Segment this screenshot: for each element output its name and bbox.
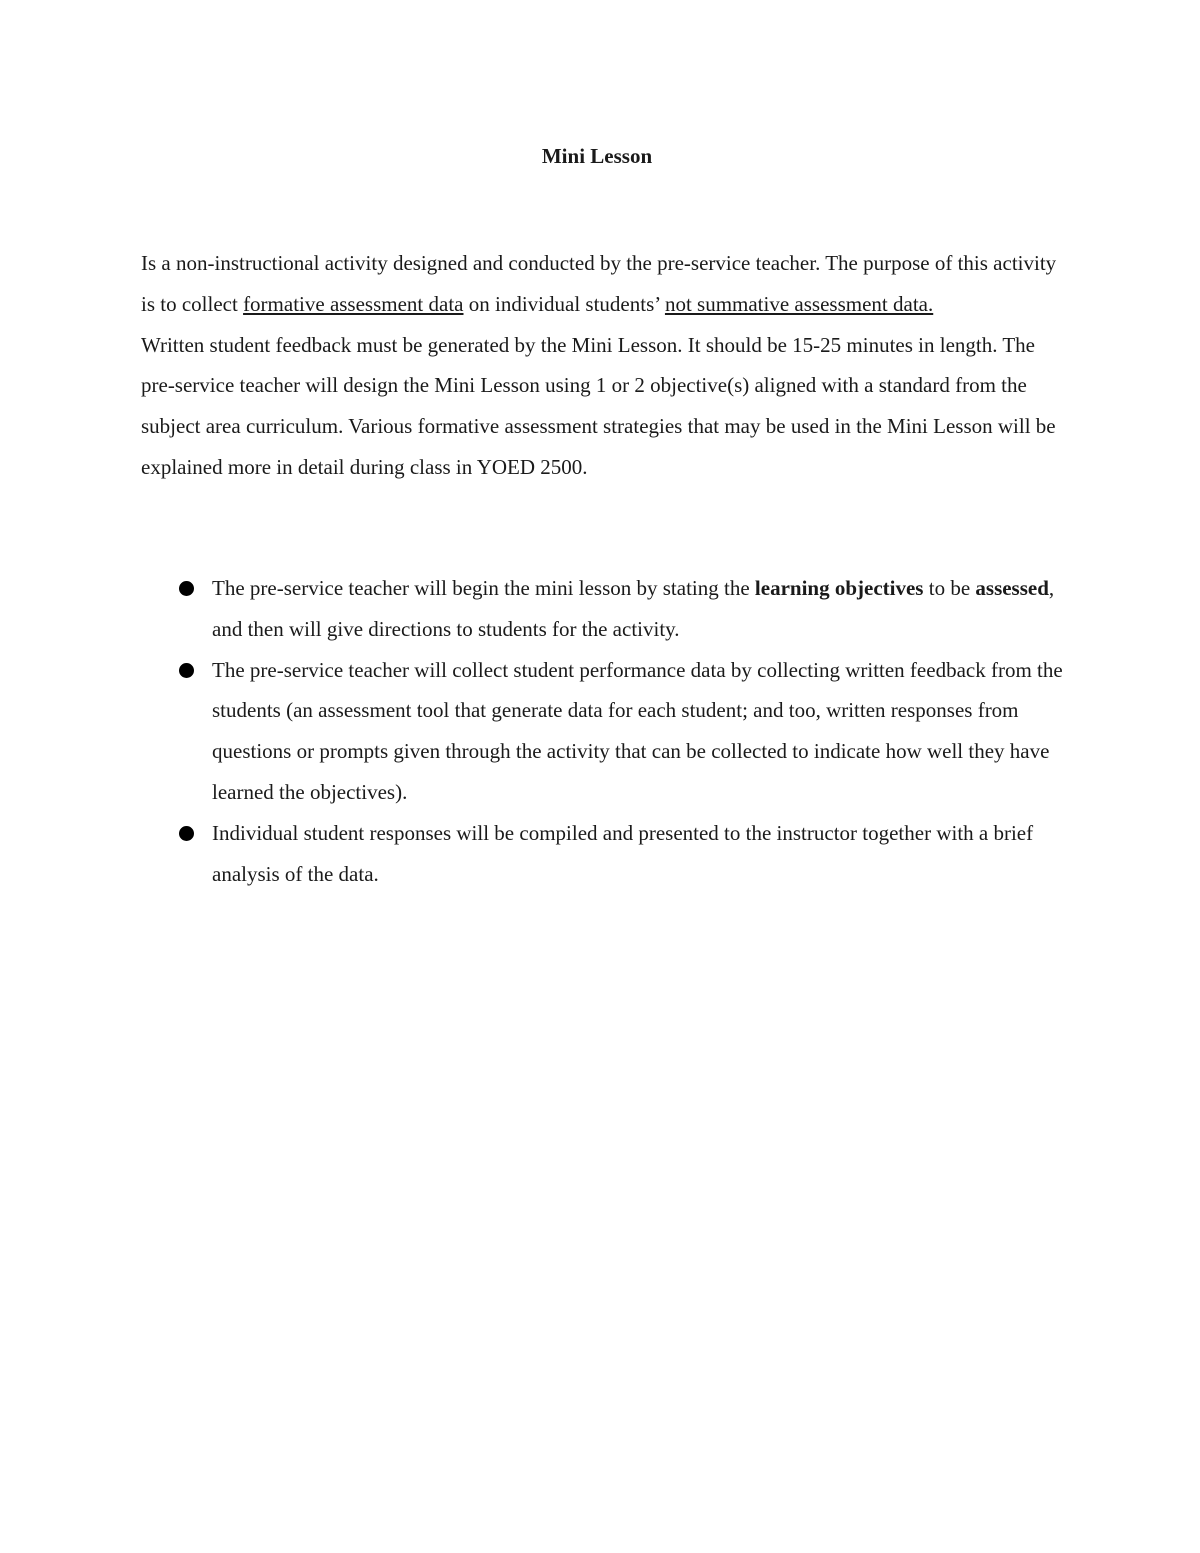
requirements-paragraph: Written student feedback must be generated by the Mini Lesson. It should be 15-25 minutes in length. The pre-service teacher will design the Mini Lesson using 1 or 2 objective(s) aligned with a standard from the subject area curriculum. Various formative assessment strategies that may be used in the Mini Lesson will be explained more in detail during class in YOED 2500. — [141, 332, 1056, 479]
bullet-icon — [179, 663, 194, 678]
underlined-not-summative: not summative assessment data. — [664, 291, 934, 316]
body-text — [141, 243, 1071, 488]
bullet-text: The pre-service teacher will begin the mini lesson by stating the — [212, 576, 755, 600]
bullet-text: , and then will give directions to students for the activity. — [212, 576, 1055, 641]
bullet-text: Individual student responses will be compiled and presented to the instructor together with a brief analysis of the data. — [212, 820, 1034, 886]
bullet-list — [141, 568, 1071, 894]
bold-assessed: assessed — [975, 576, 1049, 600]
underlined-formative-assessment: formative assessment data — [243, 291, 464, 316]
bullet-icon — [179, 826, 194, 841]
list-item — [141, 813, 1071, 895]
list-item — [141, 650, 1071, 813]
list-item — [141, 568, 1071, 650]
intro-text: Is a non-instructional activity designed and conducted by the pre-service teacher. The purpose of this activity is to collect — [141, 251, 1057, 316]
bullet-text: The pre-service teacher will collect student performance data by collecting written feedback from the students (an assessment tool that generate data for each student; and too, written responses from questions or prompts given through the activity that can be collected to indicate how well they have learned the objectives). — [212, 657, 1063, 804]
intro-text-continued: on individual students’ — [463, 291, 665, 316]
bullet-icon — [179, 581, 194, 596]
bullet-text: to be — [923, 576, 976, 600]
page-title: Mini Lesson — [541, 144, 653, 168]
intro-paragraph — [141, 243, 1071, 325]
bold-learning-objectives: learning objectives — [754, 576, 924, 600]
